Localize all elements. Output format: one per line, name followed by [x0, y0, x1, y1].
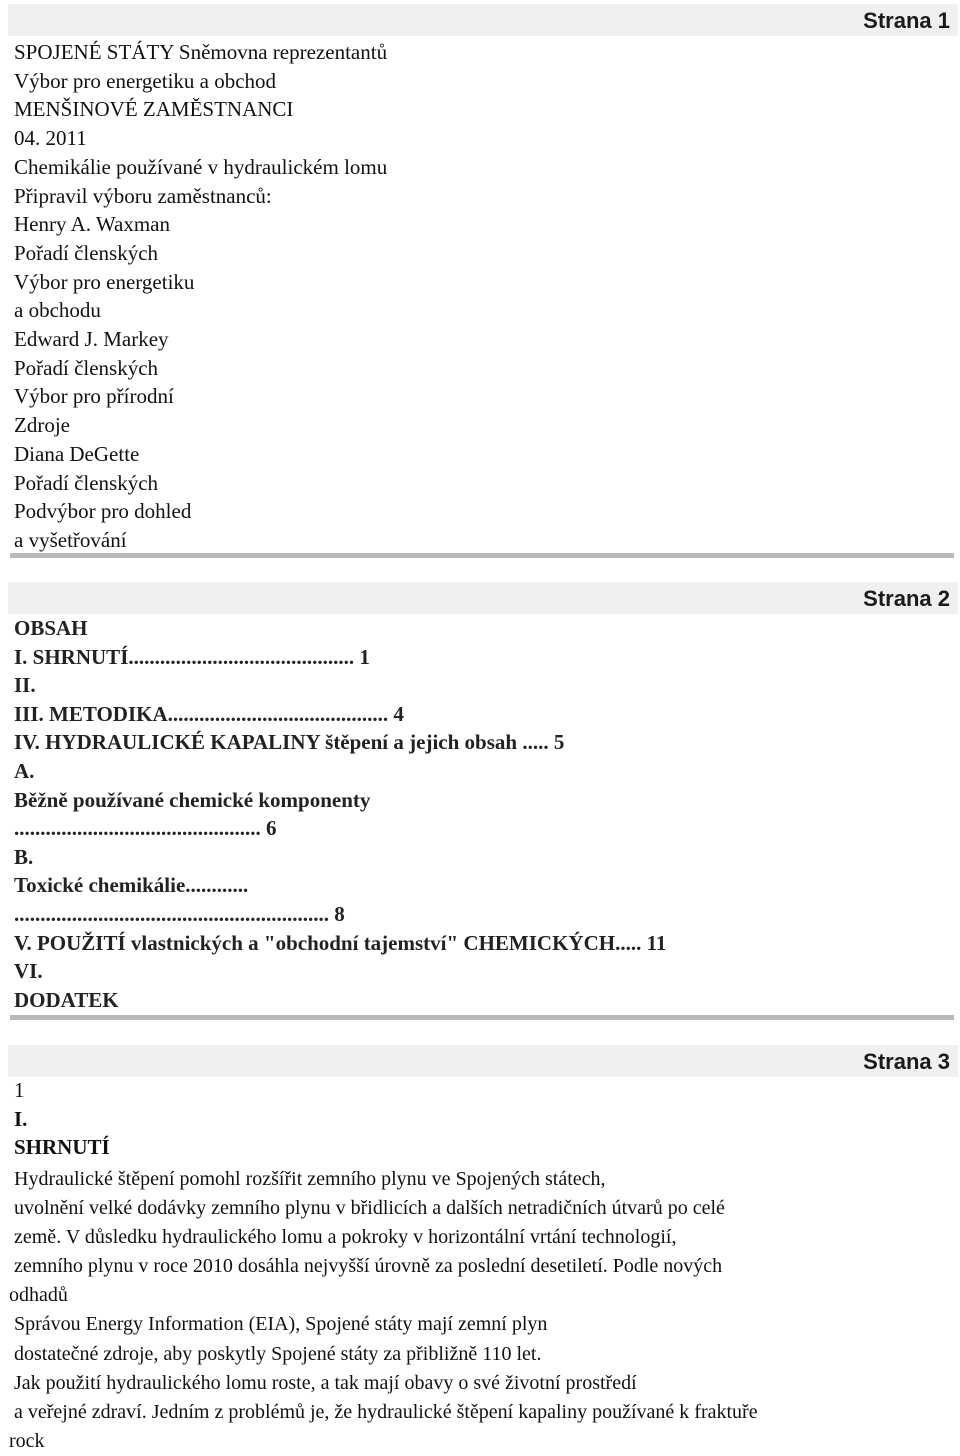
- text-line: Výbor pro energetiku a obchod: [14, 68, 277, 93]
- body-line: Správou Energy Information (EIA), Spojené státy mají zemní plyn: [14, 1313, 548, 1336]
- toc-entry: V. POUŽITÍ vlastnických a "obchodní tajemství" CHEMICKÝCH..... 11: [14, 930, 667, 955]
- body-line: a veřejné zdraví. Jedním z problémů je, že hydraulické štěpení kapaliny používané k fraktuře: [14, 1400, 758, 1423]
- text-line: Pořadí členských: [14, 240, 159, 265]
- page-label-2: Strana 2: [863, 586, 950, 611]
- text-line: Diana DeGette: [14, 441, 140, 466]
- body-line: Jak použití hydraulického lomu roste, a tak mají obavy o své životní prostředí: [14, 1371, 637, 1394]
- page-divider: [10, 553, 954, 558]
- text-line: a obchodu: [14, 298, 101, 323]
- body-line: rock: [9, 1429, 45, 1452]
- toc-entry: B.: [14, 844, 34, 869]
- title-page-text: [14, 38, 387, 555]
- text-line: Výbor pro energetiku: [14, 269, 195, 294]
- toc-entry: Toxické chemikálie............: [14, 873, 249, 898]
- text-line: Pořadí členských: [14, 470, 159, 495]
- toc-title: OBSAH: [14, 616, 88, 640]
- text-line: Edward J. Markey: [14, 327, 169, 352]
- body-line: země. V důsledku hydraulického lomu a pokroky v horizontální vrtání technologií,: [14, 1226, 677, 1249]
- toc-entry: IV. HYDRAULICKÉ KAPALINY štěpení a jejich obsah ..... 5: [14, 730, 565, 755]
- text-line: Výbor pro přírodní: [14, 384, 174, 409]
- page-label-1: Strana 1: [863, 8, 950, 33]
- section-heading: [14, 1076, 110, 1162]
- toc-entry: I. SHRNUTÍ........................................... 1: [14, 644, 370, 669]
- toc-entry: ............................................... 6: [14, 816, 277, 841]
- toc-entry: III. METODIKA.......................................... 4: [14, 701, 404, 726]
- section-title: SHRNUTÍ: [14, 1135, 110, 1159]
- body-line: odhadů: [9, 1284, 68, 1307]
- body-line: uvolnění velké dodávky zemního plynu v břidlicích a dalších netradičních útvarů po celé: [14, 1197, 725, 1220]
- text-line: 04. 2011: [14, 126, 87, 151]
- body-line: zemního plynu v roce 2010 dosáhla nejvyšší úrovně za poslední desetiletí. Podle nových: [14, 1255, 723, 1278]
- toc-entry: II.: [14, 673, 36, 698]
- text-line: Pořadí členských: [14, 355, 159, 380]
- body-line: Hydraulické štěpení pomohl rozšířit zemního plynu ve Spojených státech,: [14, 1168, 606, 1190]
- text-line: Chemikálie používané v hydraulickém lomu: [14, 154, 388, 179]
- toc-entry: A.: [14, 758, 35, 783]
- table-of-contents: [14, 614, 666, 1014]
- section-number: I.: [14, 1106, 28, 1131]
- body-line: dostatečné zdroje, aby poskytly Spojené státy za přibližně 110 let.: [14, 1342, 542, 1365]
- text-line: SPOJENÉ STÁTY Sněmovna reprezentantů: [14, 40, 388, 64]
- toc-entry: VI.: [14, 959, 43, 984]
- text-line: Připravil výboru zaměstnanců:: [14, 183, 272, 208]
- toc-entry: Běžně používané chemické komponenty: [14, 787, 371, 812]
- text-line: Podvýbor pro dohled: [14, 499, 192, 524]
- page-header-1: [8, 4, 958, 36]
- page-divider: [10, 1015, 954, 1020]
- text-line: Zdroje: [14, 413, 70, 438]
- text-line: MENŠINOVÉ ZAMĚSTNANCI: [14, 97, 294, 122]
- text-line: a vyšetřování: [14, 527, 127, 552]
- page-header-2: [8, 582, 958, 614]
- page-number: 1: [14, 1078, 25, 1102]
- summary-body: [9, 1165, 758, 1456]
- text-line: Henry A. Waxman: [14, 212, 170, 237]
- page-header-3: [8, 1045, 958, 1077]
- toc-entry: DODATEK: [14, 987, 119, 1012]
- toc-entry: ............................................................ 8: [14, 901, 345, 926]
- page-label-3: Strana 3: [863, 1049, 950, 1074]
